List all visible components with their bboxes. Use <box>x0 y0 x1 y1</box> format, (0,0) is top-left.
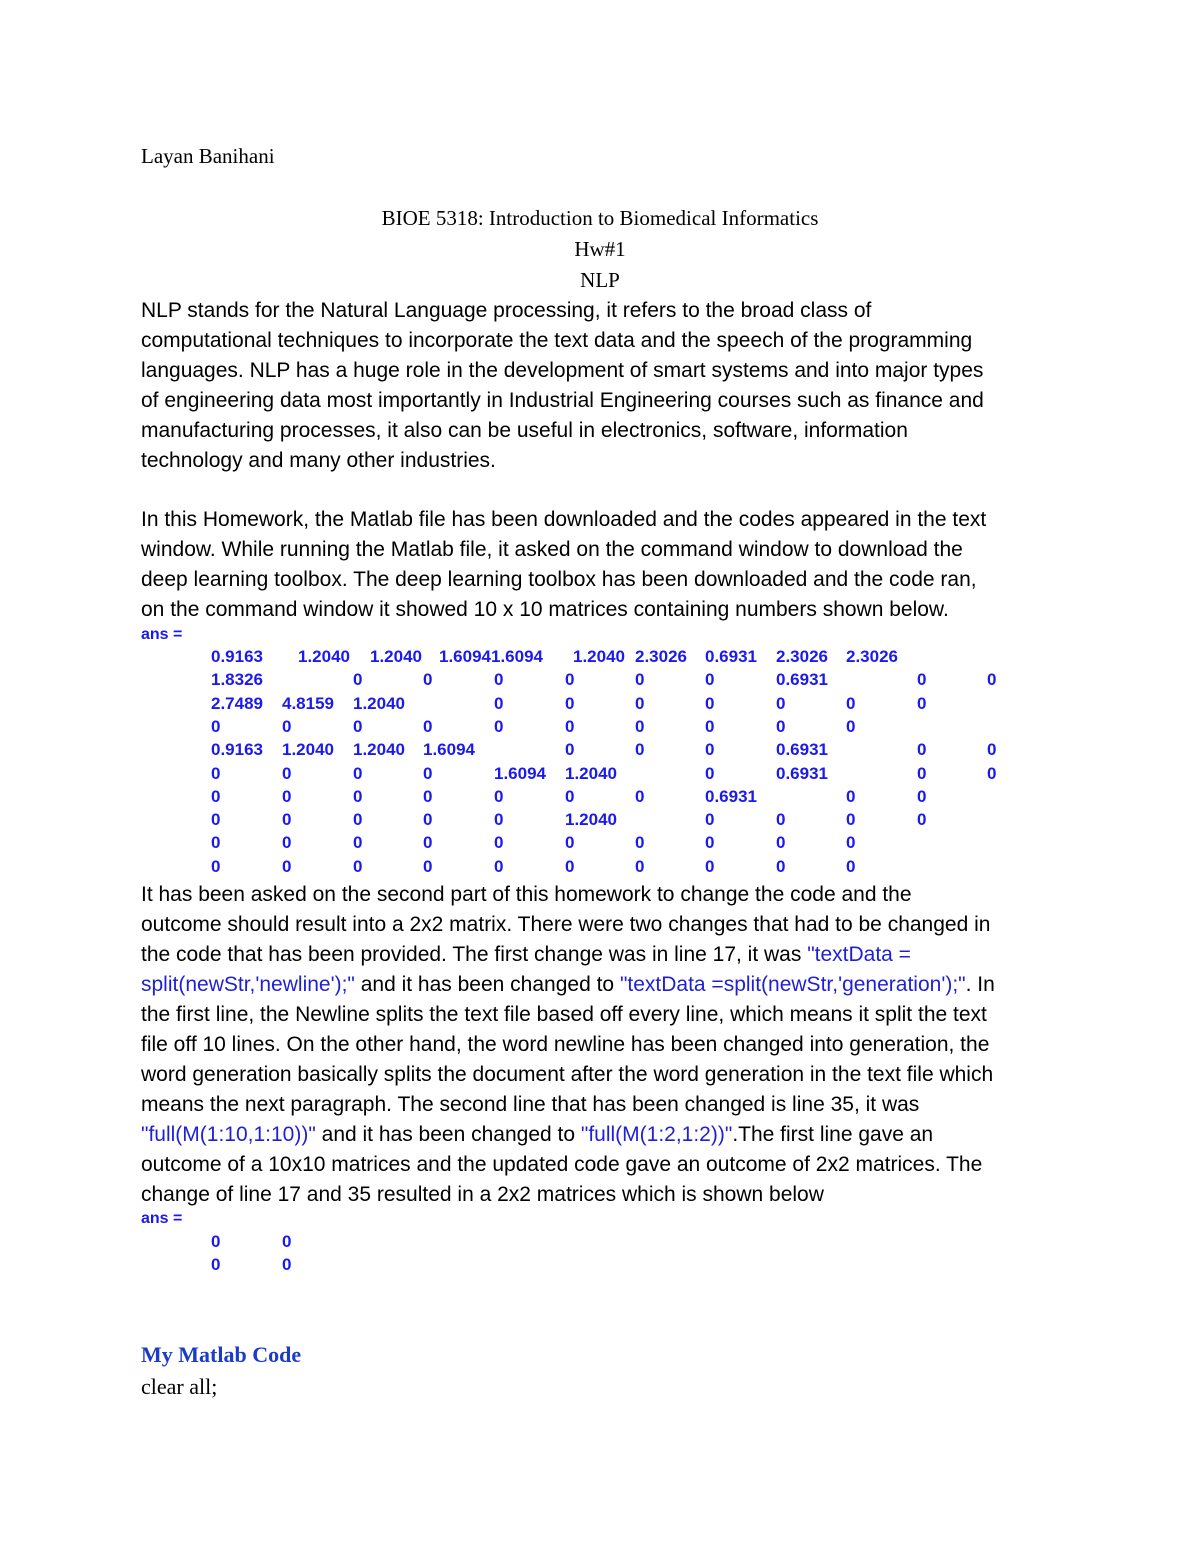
matrix-cell: 1.2040 <box>282 740 334 759</box>
matrix-cell: 0 <box>705 717 715 736</box>
matrix-cell: 0 <box>282 787 292 806</box>
matrix-cell: 0 <box>776 833 786 852</box>
matrix-cell: 0 <box>776 810 786 829</box>
matrix-cell: 0 <box>494 670 504 689</box>
matrix-cell: 0 <box>353 810 363 829</box>
matrix-cell: 0 <box>705 857 715 876</box>
matrix-cell: 0 <box>987 764 997 783</box>
intro-line: computational techniques to incorporate the text data and the speech of the programming <box>141 329 973 352</box>
matrix-cell: 1.2040 <box>298 647 350 666</box>
matrix-cell: 0 <box>917 740 927 759</box>
matrix-cell: 0 <box>353 670 363 689</box>
matrix-cell: 1.2040 <box>573 647 625 666</box>
code-snippet: "textData =split(newStr,'generation');" <box>619 973 966 996</box>
matrix-cell: 0 <box>917 694 927 713</box>
matrix-cell: 0 <box>353 764 363 783</box>
matrix-cell: 0 <box>211 1255 221 1274</box>
matrix-cell: 0 <box>353 787 363 806</box>
matrix-cell: 1.8326 <box>211 670 263 689</box>
matrix-cell: 1.2040 <box>565 810 617 829</box>
matrix-cell: 0.9163 <box>211 740 263 759</box>
matrix-cell: 1.60941.6094 <box>439 647 543 666</box>
matrix-cell: 0 <box>846 810 856 829</box>
matrix-cell: 0 <box>565 740 575 759</box>
matrix-cell: 0.6931 <box>776 740 828 759</box>
course-title: BIOE 5318: Introduction to Biomedical Informatics <box>381 206 819 230</box>
matrix-cell: 2.3026 <box>635 647 687 666</box>
matrix-cell: 0 <box>917 787 927 806</box>
matrix-cell: 0 <box>635 717 645 736</box>
matrix-cell: 1.2040 <box>565 764 617 783</box>
ans-label-2: ans = <box>141 1210 183 1227</box>
text-span: and it has been changed to <box>315 1123 581 1146</box>
matrix-cell: 1.2040 <box>370 647 422 666</box>
intro-line: NLP stands for the Natural Language processing, it refers to the broad class of <box>141 299 872 322</box>
matrix-cell: 0 <box>423 717 433 736</box>
matrix-cell: 4.8159 <box>282 694 334 713</box>
matrix-cell: 2.3026 <box>776 647 828 666</box>
second-part-line: outcome should result into a 2x2 matrix. There were two changes that had to be changed in <box>141 913 991 936</box>
matrix-cell: 0 <box>282 1255 292 1274</box>
matrix-cell: 0 <box>282 810 292 829</box>
matrix-cell: 0 <box>282 717 292 736</box>
matrix-cell: 0 <box>211 764 221 783</box>
matrix-cell: 0 <box>705 670 715 689</box>
matrix-cell: 0 <box>846 694 856 713</box>
second-part-line: file off 10 lines. On the other hand, the word newline has been changed into generation, the <box>141 1033 990 1056</box>
second-part-line: It has been asked on the second part of this homework to change the code and the <box>141 883 912 906</box>
matrix-cell: 0 <box>635 833 645 852</box>
matrix-cell: 0 <box>565 717 575 736</box>
matrix-cell: 0 <box>423 857 433 876</box>
matrix-cell: 0 <box>423 764 433 783</box>
matrix-cell: 0 <box>635 857 645 876</box>
code-first-line: clear all; <box>141 1374 218 1399</box>
matrix-cell: 0 <box>494 857 504 876</box>
matrix-cell: 0.6931 <box>776 670 828 689</box>
matrix-cell: 0 <box>211 833 221 852</box>
author-name: Layan Banihani <box>141 144 275 168</box>
matrix-cell: 2.7489 <box>211 694 263 713</box>
matrix-cell: 0 <box>635 740 645 759</box>
homework-line: In this Homework, the Matlab file has been downloaded and the codes appeared in the text <box>141 508 987 531</box>
matrix-cell: 0 <box>211 787 221 806</box>
matrix-cell: 0 <box>565 694 575 713</box>
matrix-cell: 1.6094 <box>423 740 475 759</box>
matrix-cell: 0 <box>423 833 433 852</box>
text-span: .The first line gave an <box>732 1123 934 1146</box>
matrix-cell: 0 <box>211 857 221 876</box>
matrix-cell: 0 <box>494 787 504 806</box>
matrix-cell: 0 <box>846 857 856 876</box>
matrix-cell: 0 <box>846 717 856 736</box>
second-part-line <box>141 1120 1071 1150</box>
matrix-cell: 2.3026 <box>846 647 898 666</box>
matrix-cell: 0 <box>282 857 292 876</box>
matrix-cell: 0.6931 <box>776 764 828 783</box>
second-part-line: change of line 17 and 35 resulted in a 2x2 matrices which is shown below <box>141 1183 824 1206</box>
code-heading: My Matlab Code <box>141 1342 302 1367</box>
second-part-line <box>141 940 1071 970</box>
matrix-cell: 1.2040 <box>353 740 405 759</box>
matrix-cell: 0 <box>705 833 715 852</box>
matrix-cell: 0 <box>917 810 927 829</box>
intro-line: technology and many other industries. <box>141 449 496 472</box>
matrix-cell: 0 <box>987 670 997 689</box>
matrix-cell: 0 <box>494 717 504 736</box>
matrix-cell: 0 <box>705 764 715 783</box>
second-part-line <box>141 970 1071 1000</box>
homework-paragraph <box>141 505 1071 625</box>
second-part-line: the first line, the Newline splits the text file based off every line, which means it split the text <box>141 1003 987 1026</box>
matrix-cell: 0 <box>987 740 997 759</box>
code-snippet: "full(M(1:2,1:2))" <box>580 1123 733 1146</box>
matrix-cell: 0 <box>423 670 433 689</box>
matrix-cell: 0 <box>565 787 575 806</box>
matrix-cell: 0 <box>423 787 433 806</box>
matrix-cell: 0.9163 <box>211 647 263 666</box>
second-part-line: means the next paragraph. The second line that has been changed is line 35, it was <box>141 1093 920 1116</box>
matrix-cell: 0 <box>211 717 221 736</box>
matrix-cell: 0 <box>282 833 292 852</box>
intro-paragraph <box>141 296 1071 476</box>
homework-line: on the command window it showed 10 x 10 matrices containing numbers shown below. <box>141 598 949 621</box>
matrix-cell: 0 <box>565 833 575 852</box>
matrix-cell: 0 <box>705 810 715 829</box>
matrix-cell: 0 <box>494 833 504 852</box>
text-span: . In <box>965 973 995 996</box>
homework-line: deep learning toolbox. The deep learning toolbox has been downloaded and the code ran, <box>141 568 977 591</box>
matrix-cell: 0 <box>565 670 575 689</box>
matrix-cell: 0 <box>211 1232 221 1251</box>
matrix-cell: 0.6931 <box>705 647 757 666</box>
matrix-cell: 0 <box>776 857 786 876</box>
second-part-paragraph <box>141 880 1071 1210</box>
second-part-line: outcome of a 10x10 matrices and the updated code gave an outcome of 2x2 matrices. The <box>141 1153 983 1176</box>
matrix-cell: 0 <box>705 694 715 713</box>
matrix-cell: 0 <box>565 857 575 876</box>
matrix-cell: 1.6094 <box>494 764 546 783</box>
code-snippet: "full(M(1:10,1:10))" <box>141 1123 316 1146</box>
matrix-cell: 0.6931 <box>705 787 757 806</box>
matrix-cell: 0 <box>423 810 433 829</box>
matrix-cell: 0 <box>917 764 927 783</box>
matrix-cell: 0 <box>211 810 221 829</box>
matrix-cell: 0 <box>494 694 504 713</box>
topic-heading: NLP <box>580 268 620 292</box>
code-snippet: split(newStr,'newline');" <box>141 973 355 996</box>
hw-label: Hw#1 <box>574 237 626 261</box>
ans-label: ans = <box>141 626 183 643</box>
matrix-cell: 0 <box>353 833 363 852</box>
matrix-cell: 0 <box>776 717 786 736</box>
matrix-cell: 0 <box>353 717 363 736</box>
matrix-cell: 0 <box>635 670 645 689</box>
text-span: the code that has been provided. The first change was in line 17, it was <box>141 943 808 966</box>
matrix-cell: 0 <box>282 764 292 783</box>
matrix-cell: 0 <box>282 1232 292 1251</box>
matrix-cell: 0 <box>494 810 504 829</box>
intro-line: languages. NLP has a huge role in the development of smart systems and into major types <box>141 359 984 382</box>
matrix-cell: 0 <box>705 740 715 759</box>
matrix-cell: 0 <box>353 857 363 876</box>
matrix-cell: 1.2040 <box>353 694 405 713</box>
second-part-line: word generation basically splits the document after the word generation in the text file which <box>141 1063 994 1086</box>
matrix-cell: 0 <box>776 694 786 713</box>
matrix-cell: 0 <box>846 833 856 852</box>
intro-line: of engineering data most importantly in Industrial Engineering courses such as finance and <box>141 389 984 412</box>
matrix-cell: 0 <box>917 670 927 689</box>
matrix-cell: 0 <box>635 787 645 806</box>
matrix-cell: 0 <box>846 787 856 806</box>
code-snippet: "textData = <box>807 943 911 966</box>
text-span: and it has been changed to <box>354 973 620 996</box>
homework-line: window. While running the Matlab file, it asked on the command window to download the <box>141 538 963 561</box>
matrix-cell: 0 <box>635 694 645 713</box>
intro-line: manufacturing processes, it also can be useful in electronics, software, information <box>141 419 908 442</box>
